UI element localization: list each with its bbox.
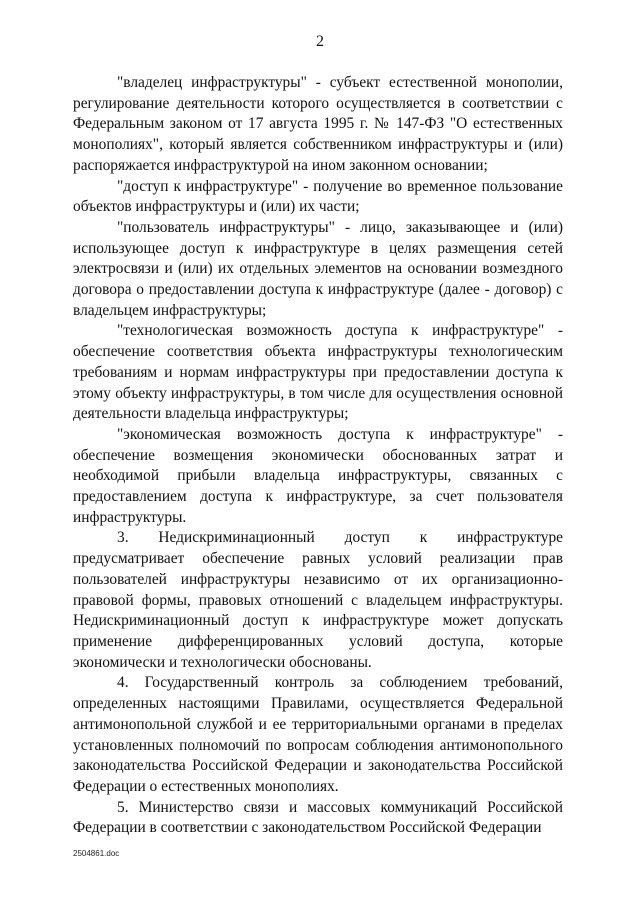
definition-technological-possibility: "технологическая возможность доступа к инфраструктуре" - обеспечение соответствия объекта инфраструктуры технологическим требованиям и нормам инфраструктуры при предоставлении доступа к этому объекту инфраструктуры, в том числе для осуществления основной деятельности владельца инфраструктуры; [73, 322, 563, 423]
definition-infrastructure-user: "пользователь инфраструктуры" - лицо, заказывающее и (или) использующее доступ к инфраструктуре в целях размещения сетей электросвязи и (или) их отдельных элементов на основании возмездного договора о предоставлении доступа к инфраструктуре (далее - договор) с владельцем инфраструктуры; [73, 218, 563, 319]
definition-infrastructure-access: "доступ к инфраструктуре" - получение во временное пользование объектов инфраструктуры и (или) их части; [73, 177, 563, 216]
clause-5: 5. Министерство связи и массовых коммуникаций Российской Федерации в соответствии с законодательством Российской Федерации [73, 798, 563, 837]
definition-economic-possibility: "экономическая возможность доступа к инфраструктуре" - обеспечение возмещения экономически обоснованных затрат и необходимой прибыли владельца инфраструктуры, связанных с предоставлением доступа к инфраструктуре, за счет пользователя инфраструктуры. [73, 425, 563, 526]
page-number: 2 [316, 33, 324, 50]
document-file-code: 2504861.doc [73, 849, 120, 858]
document-body [73, 73, 563, 839]
clause-3: 3. Недискриминационный доступ к инфраструктуре предусматривает обеспечение равных условий реализации прав пользователей инфраструктуры независимо от их организационно-правовой формы, правовых отношений с владельцем инфраструктуры. Недискриминационный доступ к инфраструктуре может допускать применение дифференцированных условий доступа, которые экономически и технологически обоснованы. [73, 529, 563, 671]
definition-infrastructure-owner: "владелец инфраструктуры" - субъект естественной монополии, регулирование деятельности которого осуществляется в соответствии с Федеральным законом от 17 августа 1995 г. № 147-ФЗ "О естественных монополиях", который является собственником инфраструктуры и (или) распоряжается инфраструктурой на ином законном основании; [73, 74, 563, 174]
clause-4: 4. Государственный контроль за соблюдением требований, определенных настоящими Правилами, осуществляется Федеральной антимонопольной службой и ее территориальными органами в пределах установленных полномочий по вопросам соблюдения антимонопольного законодательства Российской Федерации и законодательства Российской Федерации о естественных монополиях. [73, 674, 563, 795]
